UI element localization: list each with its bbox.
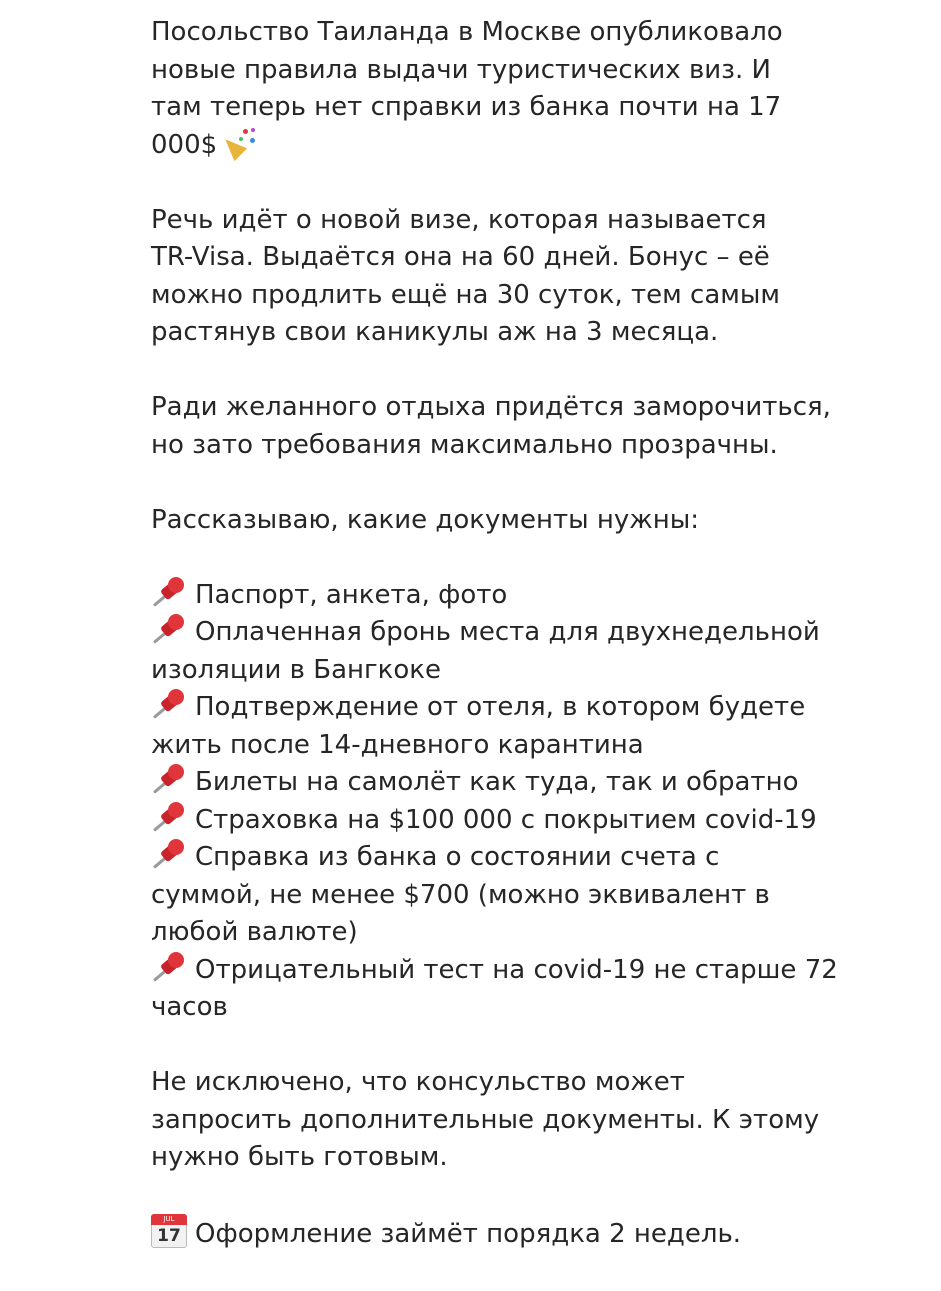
visa-info-line: можно продлить ещё на 30 суток, тем самым [151, 279, 781, 310]
documents-list [151, 577, 911, 1027]
consulate-note-line: нужно быть готовым. [151, 1142, 448, 1172]
intro-line-text: 000$ [151, 129, 218, 160]
intro-line: новые правила выдачи туристических виз. И [151, 54, 771, 85]
pushpin-icon [151, 764, 187, 794]
document-item [151, 577, 911, 615]
document-item-continuation [151, 989, 911, 1027]
calendar-day: 17 [157, 1226, 181, 1246]
list-heading: Рассказываю, какие документы нужны: [151, 504, 699, 535]
intro-line-last [151, 127, 911, 165]
pushpin-icon [151, 952, 187, 982]
document-item-text: Паспорт, анкета, фото [195, 579, 508, 610]
document-item-text: Отрицательный тест на covid-19 не старше 72 [195, 954, 838, 985]
document-item-continuation [151, 652, 911, 690]
document-item-text: Оплаченная бронь места для двухнедельной [195, 617, 820, 647]
visa-info-line: Речь идёт о новой визе, которая называется [151, 204, 767, 235]
processing-text: Оформление займёт порядка 2 недель. [195, 1219, 742, 1249]
requirements-note-paragraph [151, 389, 911, 464]
document-item-text: любой валюте) [151, 917, 358, 947]
visa-info-line: растянув свои каникулы аж на 3 месяца. [151, 317, 719, 347]
document-item-text: Подтверждение от отеля, в котором будете [195, 692, 806, 722]
consulate-note-line: Не исключено, что консульство может [151, 1067, 685, 1097]
document-item-continuation [151, 914, 911, 952]
document-item-continuation [151, 877, 911, 915]
document-item [151, 614, 911, 652]
calendar-icon [151, 1214, 187, 1248]
list-heading-paragraph [151, 502, 911, 540]
document-item-text: суммой, не менее $700 (можно эквивалент в [151, 879, 770, 910]
document-item [151, 802, 911, 840]
pushpin-icon [151, 839, 187, 869]
intro-line: там теперь нет справки из банка почти на 17 [151, 92, 782, 122]
document-item-continuation [151, 727, 911, 765]
document-item-text: жить после 14-дневного карантина [151, 729, 644, 760]
document-item-text: Справка из банка о состоянии счета с [195, 842, 720, 872]
processing-paragraph [151, 1214, 911, 1254]
pushpin-icon [151, 802, 187, 832]
processing-line [151, 1214, 911, 1254]
pushpin-icon [151, 689, 187, 719]
post-text [151, 14, 911, 1291]
document-item [151, 689, 911, 727]
document-item [151, 952, 911, 990]
requirements-note-line: но зато требования максимально прозрачны. [151, 429, 778, 460]
document-item [151, 764, 911, 802]
document-item-text: часов [151, 992, 228, 1022]
document-item [151, 839, 911, 877]
party-popper-icon [223, 127, 257, 157]
pushpin-icon [151, 577, 187, 607]
intro-line: Посольство Таиланда в Москве опубликовало [151, 17, 783, 47]
consulate-note-line: запросить дополнительные документы. К этому [151, 1104, 820, 1135]
visa-info-paragraph [151, 202, 911, 352]
pushpin-icon [151, 614, 187, 644]
requirements-note-line: Ради желанного отдыха придётся заморочиться, [151, 392, 831, 422]
intro-paragraph [151, 14, 911, 164]
document-item-text: Билеты на самолёт как туда, так и обратно [195, 767, 799, 797]
consulate-note-paragraph [151, 1064, 911, 1177]
calendar-month: JUL [163, 1215, 175, 1223]
document-item-text: Страховка на $100 000 с покрытием covid-19 [195, 804, 817, 835]
document-item-text: изоляции в Бангкоке [151, 654, 441, 685]
visa-info-line: TR-Visa. Выдаётся она на 60 дней. Бонус – её [151, 242, 770, 272]
